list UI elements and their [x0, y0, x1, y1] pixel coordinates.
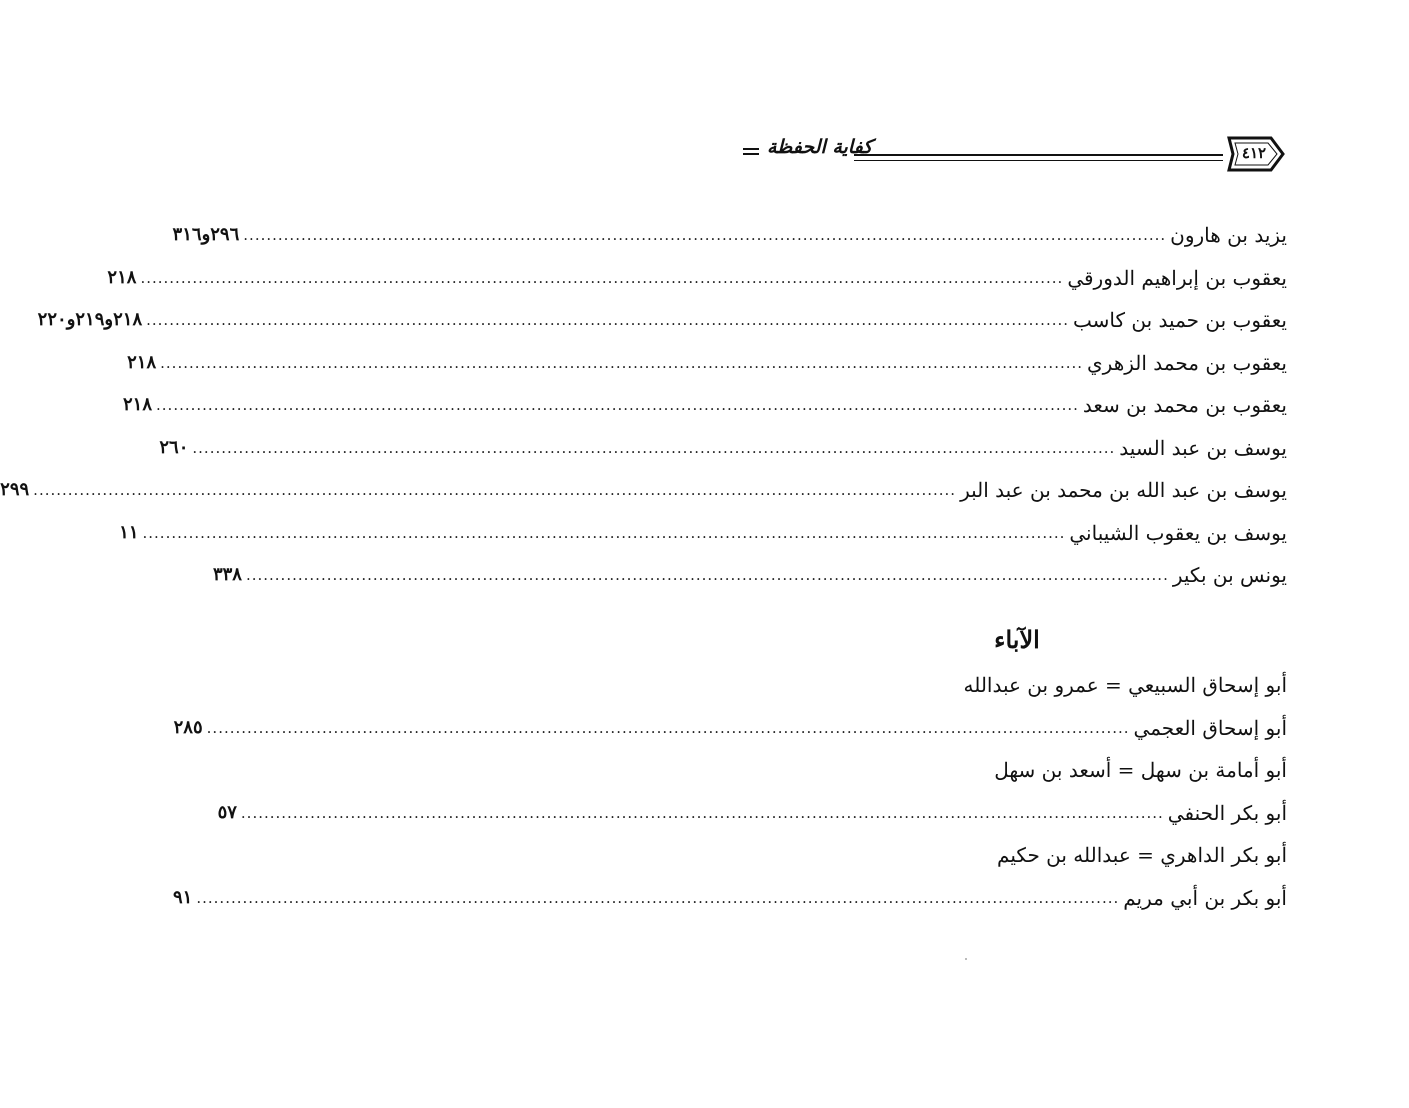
leader-dots: ................................................................................................................................................................ [160, 353, 1084, 372]
entry-name: يعقوب بن محمد بن سعد [1082, 393, 1287, 418]
index-entry [159, 427, 1287, 470]
index-entry [212, 554, 1287, 597]
book-title: كفاية الحفظة [767, 136, 873, 158]
page-header [739, 128, 1285, 180]
entry-page-number: ٢٩٦و٣١٦ [172, 224, 240, 246]
header-rule [854, 154, 1223, 156]
entry-page-number: ٩١ [173, 886, 193, 908]
entry-name: يوسف بن عبد السيد [1119, 435, 1287, 460]
index-cross-reference [747, 749, 1287, 792]
leader-dots: ................................................................................................................................................................ [156, 396, 1079, 415]
entry-name: يعقوب بن إبراهيم الدورقي [1067, 265, 1287, 290]
index-entry [119, 512, 1287, 555]
section-heading: الآباء [994, 625, 1040, 654]
entry-name: يوسف بن يعقوب الشيباني [1069, 520, 1287, 545]
entry-page-number: ١١ [119, 521, 139, 543]
entry-name: أبو بكر الحنفي [1167, 800, 1287, 825]
entry-name: أبو إسحاق العجمي [1133, 715, 1287, 740]
index-entry [127, 342, 1287, 385]
title-dash-icon [743, 148, 759, 155]
leader-dots: ................................................................................................................................................................ [140, 268, 1064, 287]
page-number-frame [1223, 134, 1285, 174]
entry-page-number: ٢٩٩ [0, 479, 30, 501]
index-entry [0, 469, 1287, 512]
header-rule-thin [854, 160, 1223, 161]
entry-page-number: ٢١٨ [127, 351, 157, 373]
index-list [0, 214, 1287, 597]
index-entry [107, 257, 1287, 300]
index-entry [173, 877, 1287, 920]
leader-dots: ................................................................................................................................................................ [245, 566, 1169, 585]
entry-page-number: ٢٨٥ [173, 716, 203, 738]
entry-name: يوسف بن عبد الله بن محمد بن عبد البر [960, 478, 1287, 503]
index-entry [173, 707, 1287, 750]
index-entry [123, 384, 1287, 427]
entry-name: يعقوب بن محمد الزهري [1087, 350, 1287, 375]
leader-dots: ................................................................................................................................................................ [240, 803, 1164, 822]
entry-page-number: ٣٣٨ [212, 564, 242, 586]
entry-page-number: ٢١٨ [107, 266, 137, 288]
scan-speck [965, 958, 967, 960]
entry-name: أبو بكر بن أبي مريم [1123, 885, 1287, 910]
entry-page-number: ٢١٨ [123, 394, 153, 416]
entry-name: يعقوب بن حميد بن كاسب [1073, 308, 1287, 333]
entry-page-number: ٥٧ [217, 801, 237, 823]
entry-name: يزيد بن هارون [1170, 223, 1287, 248]
entry-name: أبو أمامة بن سهل = أسعد بن سهل [994, 758, 1287, 783]
leader-dots: ................................................................................................................................................................ [146, 311, 1070, 330]
index-entry [37, 299, 1287, 342]
leader-dots: ................................................................................................................................................................ [196, 888, 1120, 907]
index-entry [172, 214, 1287, 257]
leader-dots: ................................................................................................................................................................ [142, 523, 1066, 542]
leader-dots: ................................................................................................................................................................ [243, 226, 1167, 245]
leader-dots: ................................................................................................................................................................ [33, 481, 957, 500]
index-cross-reference [747, 664, 1287, 707]
index-list-fathers [173, 664, 1287, 919]
page-number: ٤١٢ [1241, 144, 1267, 162]
leader-dots: ................................................................................................................................................................ [192, 438, 1116, 457]
entry-name: أبو إسحاق السبيعي = عمرو بن عبدالله [963, 673, 1287, 698]
entry-name: أبو بكر الداهري = عبدالله بن حكيم [997, 843, 1287, 868]
index-entry [217, 792, 1287, 835]
entry-name: يونس بن بكير [1172, 563, 1287, 588]
index-cross-reference [747, 834, 1287, 877]
entry-page-number: ٢١٨و٢١٩و٢٢٠ [37, 309, 143, 331]
entry-page-number: ٢٦٠ [159, 436, 189, 458]
leader-dots: ................................................................................................................................................................ [206, 718, 1130, 737]
